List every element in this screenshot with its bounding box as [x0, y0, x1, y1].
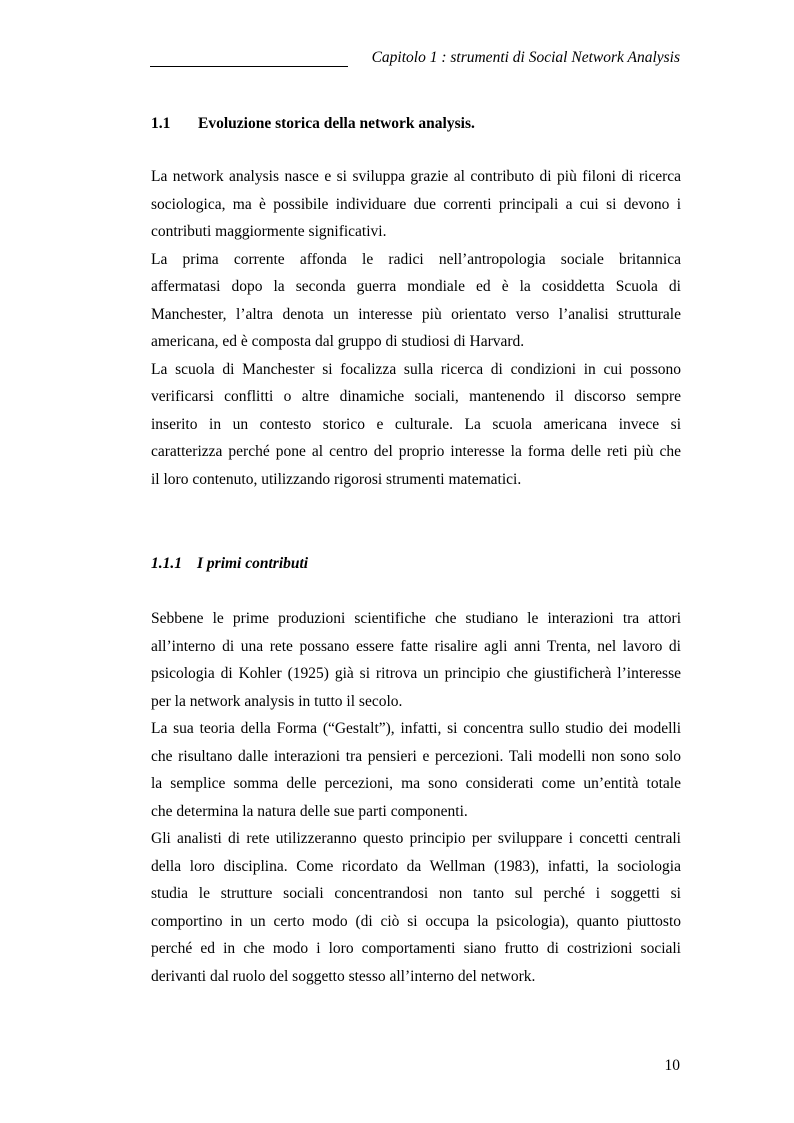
text-line: Sebbene le prime produzioni scientifiche che studiano le interazioni tra attori: [151, 610, 681, 627]
section-body: [151, 167, 681, 497]
paragraph: [151, 360, 681, 498]
section-number: 1.1: [151, 115, 171, 132]
header-title: Capitolo 1 : strumenti di Social Network Analysis: [371, 49, 680, 66]
text-line: inserito in un contesto storico e culturale. La scuola americana invece si: [151, 415, 681, 433]
subsection-heading: [151, 554, 308, 574]
text-line: Manchester, l’altra denota un interesse più orientato verso l’analisi strutturale: [151, 305, 681, 323]
paragraph: [151, 719, 681, 829]
text-line: per la network analysis in tutto il secolo.: [151, 692, 403, 710]
text-line: che risultano dalle interazioni tra pensieri e percezioni. Tali modelli non sono solo: [151, 747, 681, 765]
subsection-body: [151, 609, 681, 994]
text-line: all’interno di una rete possano essere fatte risalire agli anni Trenta, nel lavoro di: [151, 637, 681, 655]
text-line: La scuola di Manchester si focalizza sulla ricerca di condizioni in cui possono: [151, 360, 681, 378]
header-rule: [150, 66, 348, 67]
running-header: [150, 49, 680, 67]
section-heading: [151, 114, 475, 134]
text-line: psicologia di Kohler (1925) già si ritrova un principio che giustificherà l’interesse: [151, 665, 681, 682]
text-line: la semplice somma delle percezioni, ma sono considerati come un’entità totale: [151, 775, 681, 792]
subsection-number: 1.1.1: [151, 555, 182, 572]
text-line: Gli analisti di rete utilizzeranno questo principio per sviluppare i concetti centrali: [151, 830, 681, 847]
text-line: il loro contenuto, utilizzando rigorosi strumenti matematici.: [151, 470, 522, 488]
text-line: americana, ed è composta dal gruppo di studiosi di Harvard.: [151, 333, 525, 350]
paragraph: [151, 609, 681, 719]
text-line: contributi maggiormente significativi.: [151, 223, 387, 240]
page-number: 10: [664, 1057, 680, 1074]
paragraph: [151, 167, 681, 250]
text-line: La sua teoria della Forma (“Gestalt”), infatti, si concentra sullo studio dei modelli: [151, 720, 681, 737]
text-line: derivanti dal ruolo del soggetto stesso all’interno del network.: [151, 967, 536, 985]
text-line: sociologica, ma è possibile individuare due correnti principali a cui si devono i: [151, 195, 681, 213]
text-line: della loro disciplina. Come ricordato da Wellman (1983), infatti, la sociologia: [151, 857, 681, 875]
text-line: comportino in un certo modo (di ciò si occupa la psicologia), quanto piuttosto: [151, 912, 681, 930]
subsection-title: I primi contributi: [197, 555, 309, 572]
paragraph: [151, 829, 681, 994]
text-line: perché ed in che modo i loro comportamenti siano frutto di costrizioni sociali: [151, 940, 681, 957]
text-line: La prima corrente affonda le radici nell’antropologia sociale britannica: [151, 250, 681, 268]
text-line: verificarsi conflitti o altre dinamiche sociali, mantenendo il discorso sempre: [151, 388, 681, 405]
text-line: studia le strutture sociali concentrandosi non tanto sul perché i soggetti si: [151, 885, 681, 902]
text-line: affermatasi dopo la seconda guerra mondiale ed è la cosiddetta Scuola di: [151, 278, 681, 295]
text-line: caratterizza perché pone al centro del proprio interesse la forma delle reti più che: [151, 443, 681, 460]
text-line: che determina la natura delle sue parti componenti.: [151, 802, 468, 820]
text-line: La network analysis nasce e si sviluppa grazie al contributo di più filoni di ricerca: [151, 168, 681, 185]
section-title: Evoluzione storica della network analysis.: [198, 115, 475, 132]
paragraph: [151, 250, 681, 360]
